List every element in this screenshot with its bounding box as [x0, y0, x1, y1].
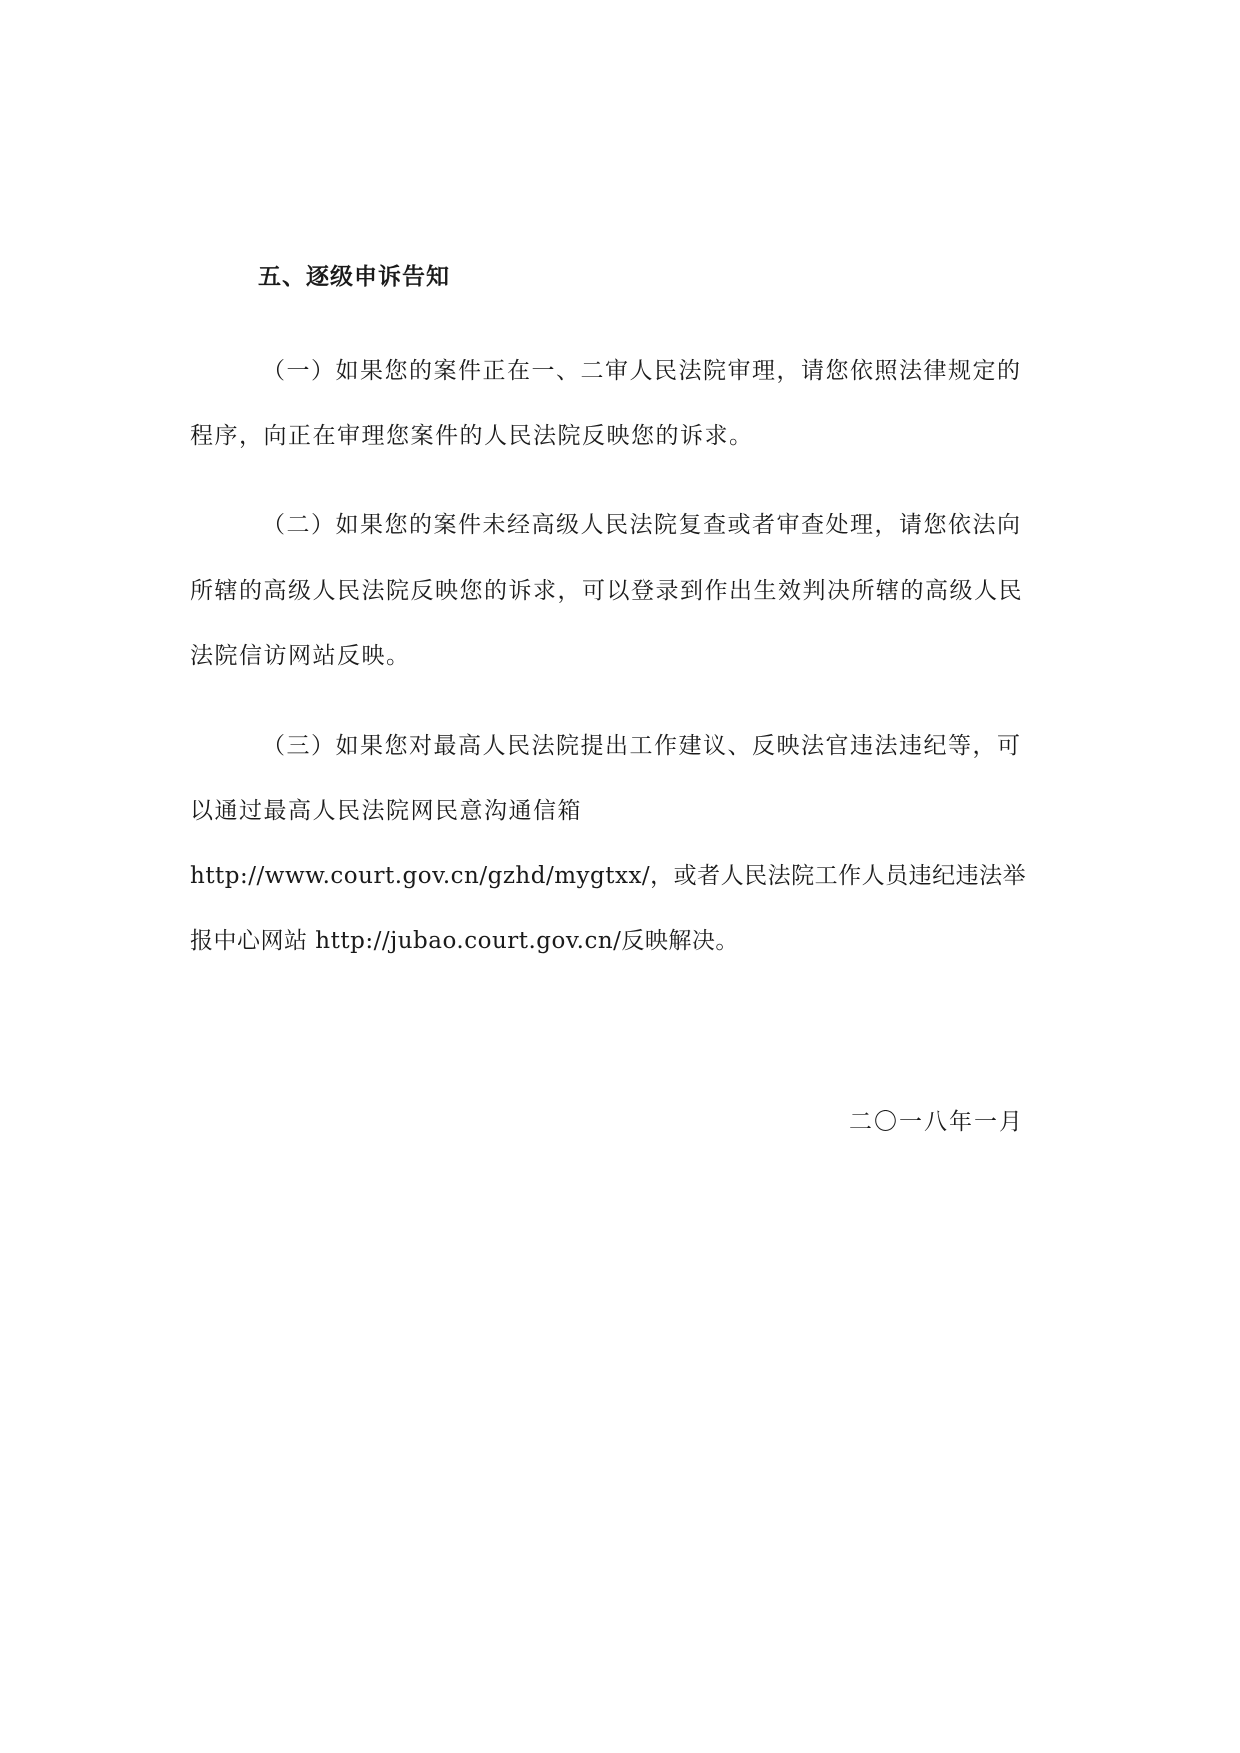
paragraph-3-line-4: 报中心网站 http://jubao.court.gov.cn/反映解决。	[190, 928, 739, 954]
paragraph-3-line-3: http://www.court.gov.cn/gzhd/mygtxx/，或者人民法院工作人员违纪违法举	[190, 863, 1027, 889]
paragraph-3-line-2: 以通过最高人民法院网民意沟通信箱	[190, 798, 582, 824]
paragraph-2-line-3: 法院信访网站反映。	[190, 643, 411, 669]
paragraph-3-line-1: （三）如果您对最高人民法院提出工作建议、反映法官违法违纪等，可	[262, 733, 1022, 759]
paragraph-1-line-1: （一）如果您的案件正在一、二审人民法院审理，请您依照法律规定的	[262, 358, 1022, 384]
paragraph-1-line-2: 程序，向正在审理您案件的人民法院反映您的诉求。	[190, 423, 754, 449]
paragraph-2-line-2: 所辖的高级人民法院反映您的诉求，可以登录到作出生效判决所辖的高级人民	[190, 578, 1023, 604]
section-heading: 五、逐级申诉告知	[258, 264, 450, 290]
document-date: 二〇一八年一月	[849, 1109, 1024, 1135]
paragraph-2-line-1: （二）如果您的案件未经高级人民法院复查或者审查处理，请您依法向	[262, 512, 1022, 538]
